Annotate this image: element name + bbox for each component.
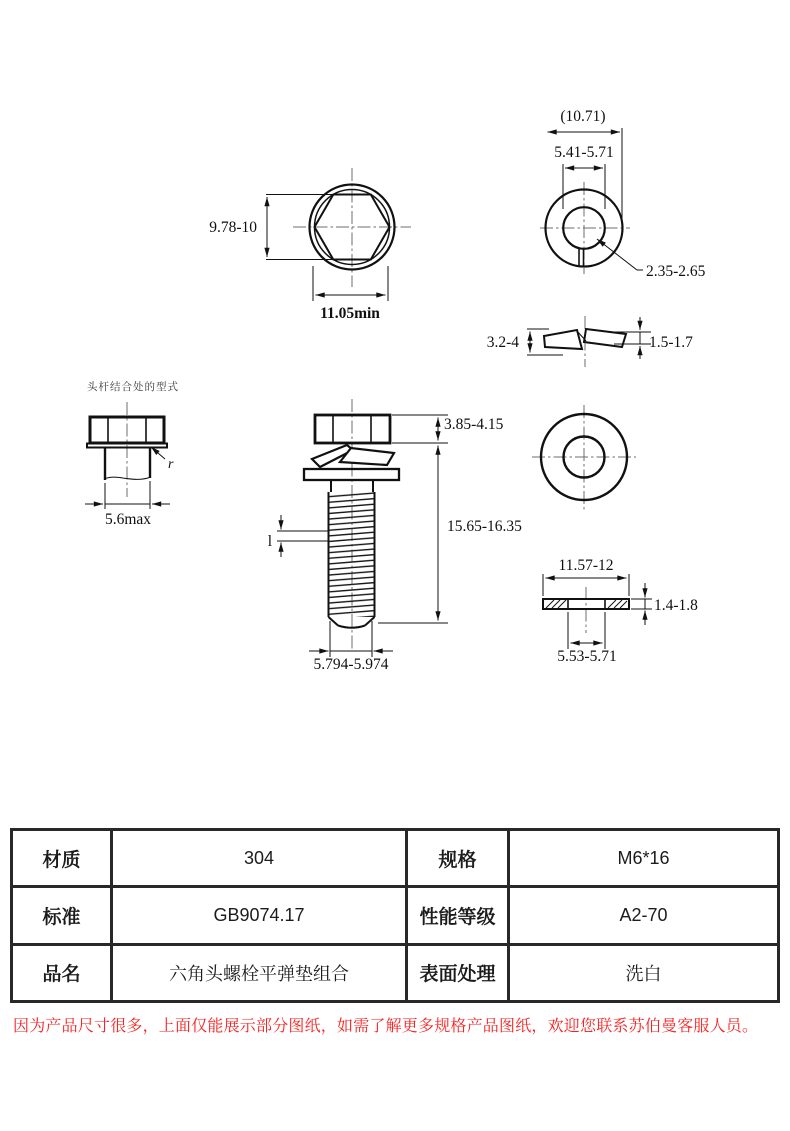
standard-value: GB9074.17 <box>112 887 407 944</box>
standard-label: 标准 <box>12 887 112 944</box>
product-name-label: 品名 <box>12 944 112 1001</box>
dim-sw-section: 2.35-2.65 <box>646 263 706 280</box>
junction-title: 头杆结合处的型式 <box>87 381 179 393</box>
table-row <box>12 887 779 944</box>
table-row <box>12 944 779 1001</box>
dim-sw-thickness: 1.5-1.7 <box>649 334 693 351</box>
grade-value: A2-70 <box>509 887 779 944</box>
dim-fw-inner: 5.53-5.71 <box>557 648 617 665</box>
dim-head-height: 9.78-10 <box>209 219 257 236</box>
spring-washer-top-view <box>540 108 706 280</box>
footer-note: 因为产品尺寸很多，上面仅能展示部分图纸，如需了解更多规格产品图纸，欢迎您联系苏伯曼客服人员。 <box>13 1018 759 1035</box>
finish-value: 洗白 <box>509 944 779 1001</box>
spec-table <box>10 828 780 1003</box>
table-row <box>12 830 779 887</box>
grade-label: 性能等级 <box>407 887 509 944</box>
dim-thread-diameter: 5.794-5.974 <box>313 656 389 673</box>
finish-label: 表面处理 <box>407 944 509 1001</box>
dim-thread-pitch: l <box>267 533 272 550</box>
dim-head-height: 3.85-4.15 <box>444 416 504 433</box>
dim-sw-outer: (10.71) <box>560 108 606 125</box>
hex-head-top-view <box>209 168 411 322</box>
dim-fillet-radius: r <box>168 457 174 472</box>
threads <box>329 492 374 617</box>
spring-washer <box>340 448 394 465</box>
material-label: 材质 <box>12 830 112 887</box>
dim-junction-width: 5.6max <box>104 511 152 528</box>
dim-sw-inner: 5.41-5.71 <box>554 144 614 161</box>
flat-washer-side-view <box>543 557 698 665</box>
dim-sw-width: 3.2-4 <box>486 334 519 351</box>
material-value: 304 <box>112 830 407 887</box>
dim-fw-thickness: 1.4-1.8 <box>654 597 698 614</box>
spec-label: 规格 <box>407 830 509 887</box>
junction-detail-view <box>85 380 179 528</box>
dim-fw-outer: 11.57-12 <box>558 557 614 574</box>
bolt-front-view <box>268 399 522 673</box>
product-name-value: 六角头螺栓平弹垫组合 <box>112 944 407 1001</box>
dim-across-corners: 11.05min <box>320 305 380 322</box>
dim-bolt-length: 15.65-16.35 <box>447 518 522 535</box>
spec-value: M6*16 <box>509 830 779 887</box>
spring-washer-side-view <box>487 316 693 367</box>
flat-washer-top-view <box>532 405 636 510</box>
